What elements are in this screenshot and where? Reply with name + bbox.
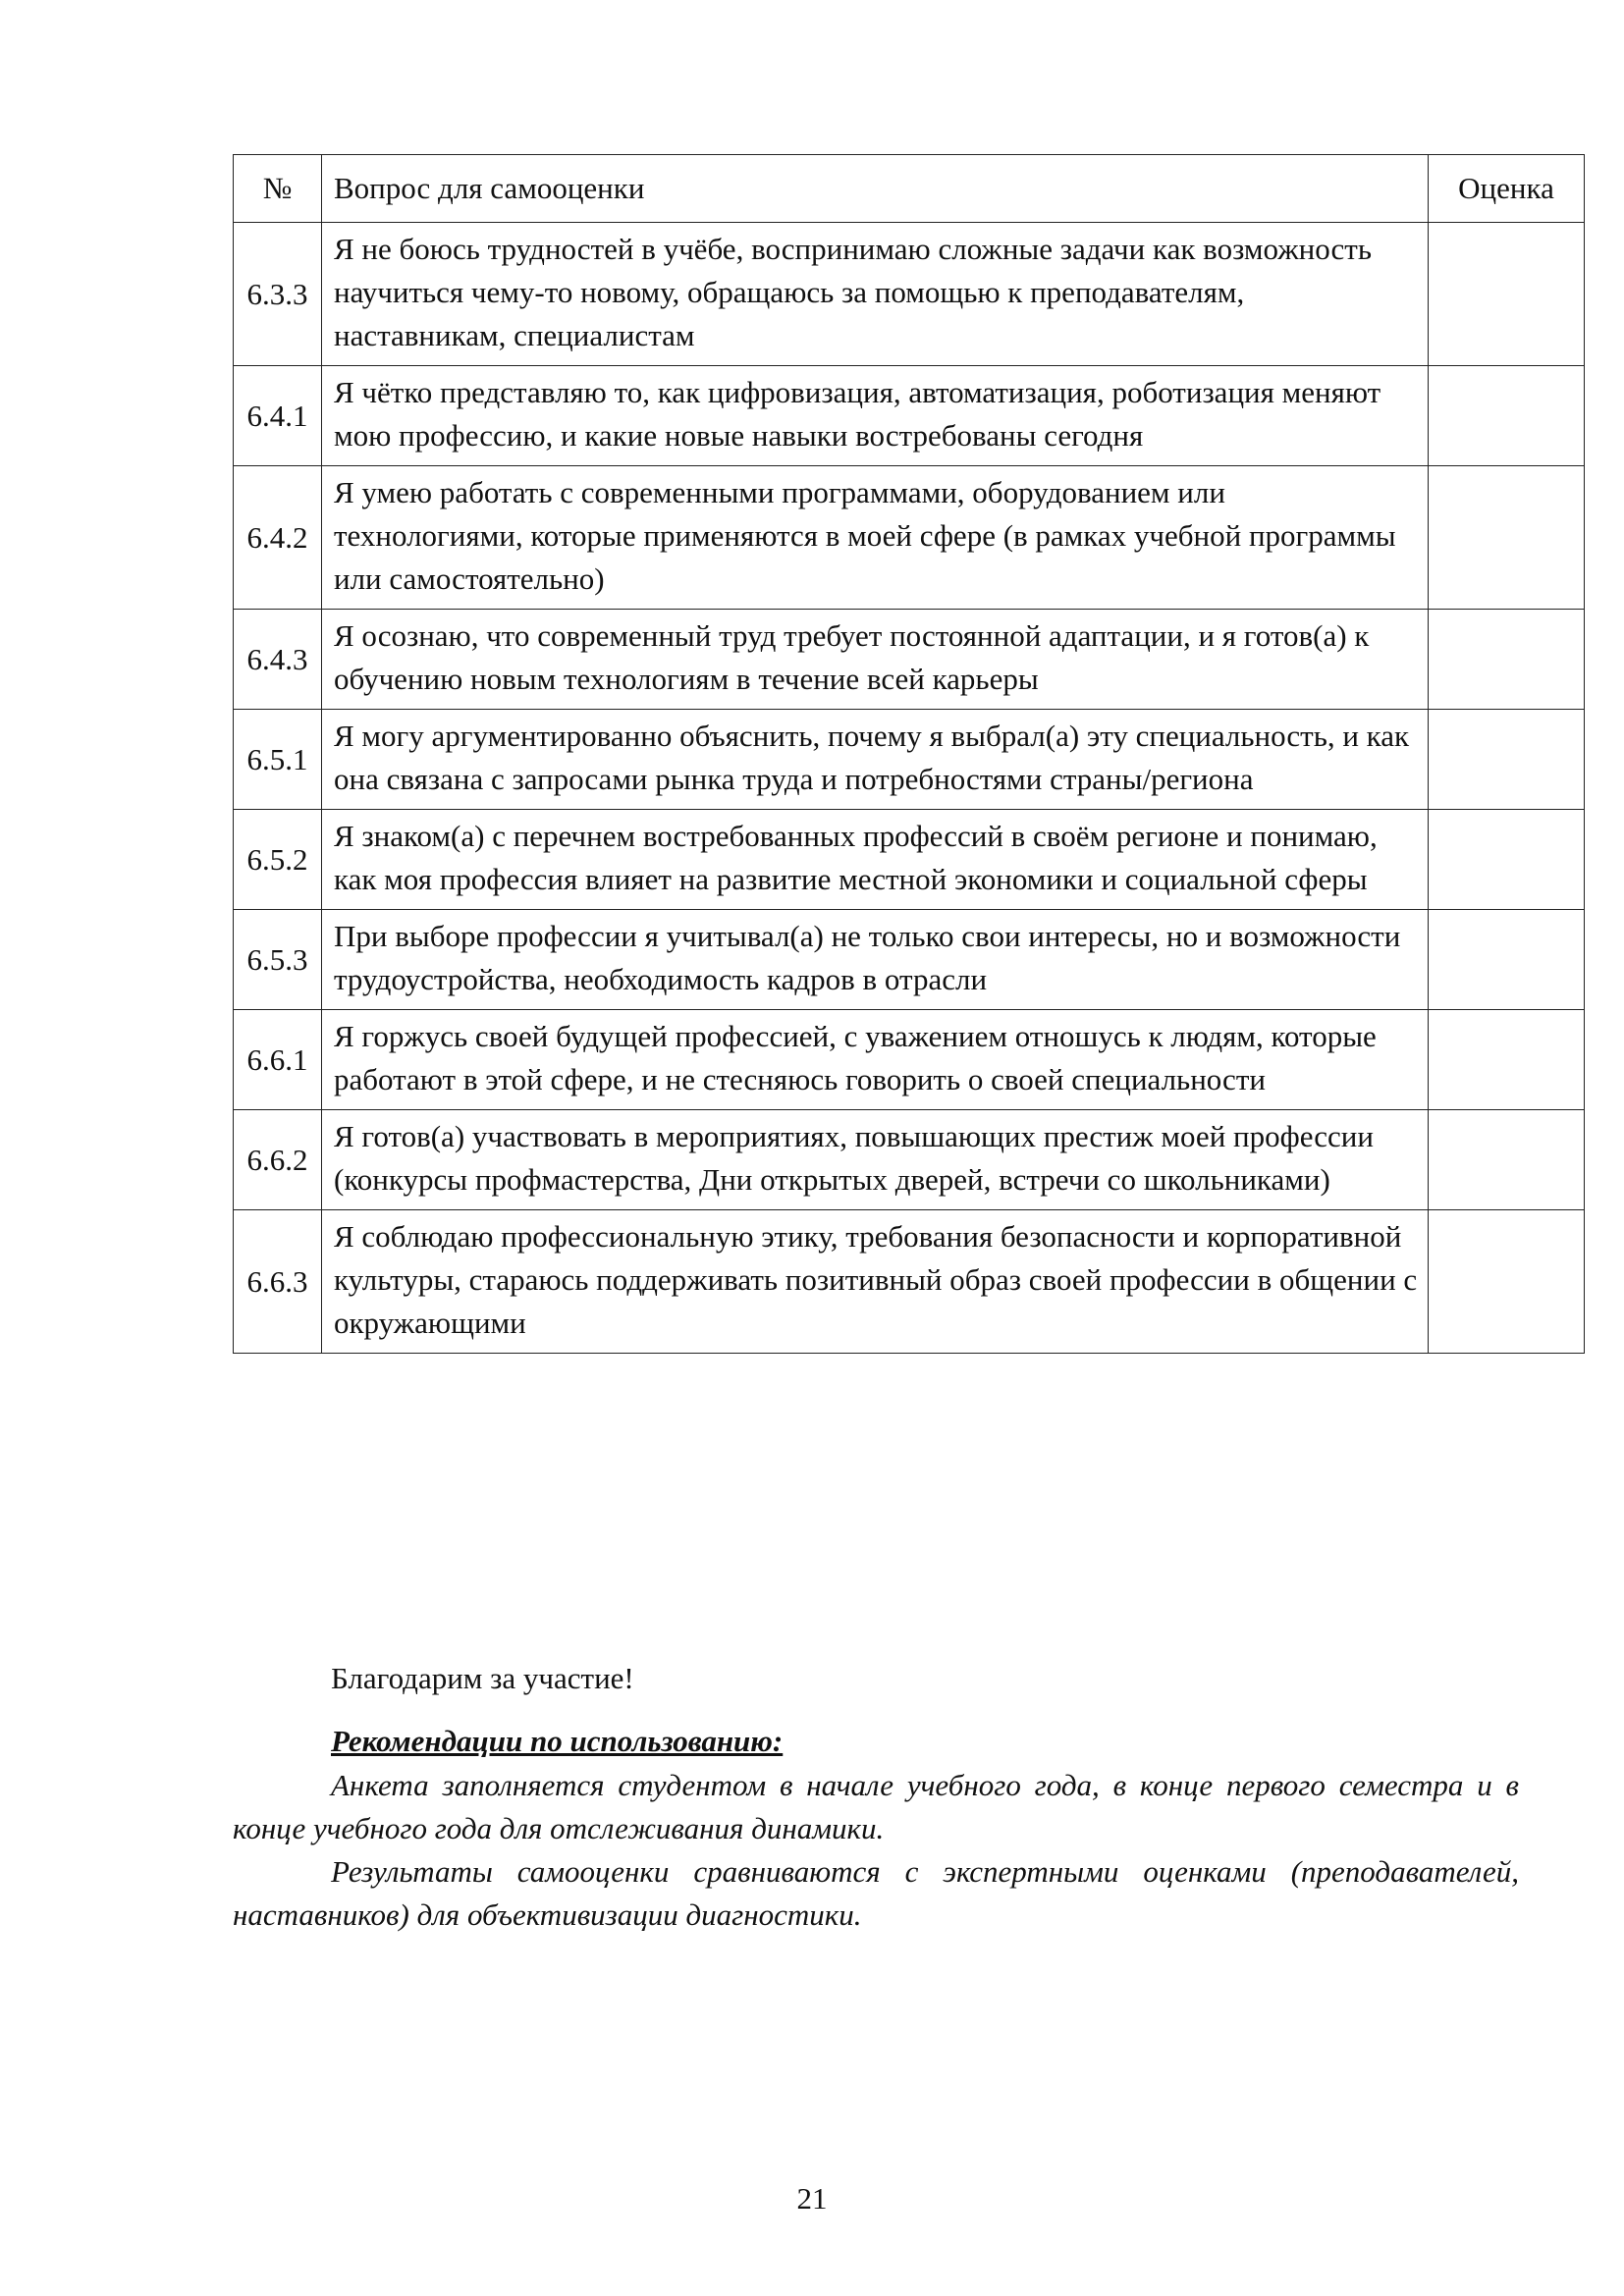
- header-score: Оценка: [1429, 155, 1585, 223]
- thanks-text: Благодарим за участие!: [331, 1661, 634, 1695]
- row-question: Я горжусь своей будущей профессией, с уважением отношусь к людям, которые работают в этой сфере, и не стесняюсь говорить о своей специальности: [322, 1010, 1429, 1110]
- row-score-cell[interactable]: [1429, 223, 1585, 366]
- row-score-cell[interactable]: [1429, 810, 1585, 910]
- row-number: 6.6.3: [234, 1210, 322, 1354]
- table-row: [234, 810, 1585, 910]
- table-row: [234, 223, 1585, 366]
- self-assessment-table: [233, 154, 1585, 1354]
- table-row: [234, 1010, 1585, 1110]
- table-row: [234, 710, 1585, 810]
- row-question: Я соблюдаю профессиональную этику, требования безопасности и корпоративной культуры, стараюсь поддерживать позитивный образ своей профессии в общении с окружающими: [322, 1210, 1429, 1354]
- header-num: №: [234, 155, 322, 223]
- row-score-cell[interactable]: [1429, 610, 1585, 710]
- row-question: Я осознаю, что современный труд требует постоянной адаптации, и я готов(а) к обучению новым технологиям в течение всей карьеры: [322, 610, 1429, 710]
- row-score-cell[interactable]: [1429, 1110, 1585, 1210]
- row-question: При выборе профессии я учитывал(а) не только свои интересы, но и возможности трудоустройства, необходимость кадров в отрасли: [322, 910, 1429, 1010]
- page-number: 21: [796, 2181, 828, 2216]
- row-number: 6.3.3: [234, 223, 322, 366]
- row-number: 6.4.2: [234, 466, 322, 610]
- table-row: [234, 910, 1585, 1010]
- table-row: [234, 1210, 1585, 1354]
- row-number: 6.4.3: [234, 610, 322, 710]
- row-score-cell[interactable]: [1429, 1010, 1585, 1110]
- row-question: Я чётко представляю то, как цифровизация, автоматизация, роботизация меняют мою профессию, и какие новые навыки востребованы сегодня: [322, 366, 1429, 466]
- row-question: Я могу аргументированно объяснить, почему я выбрал(а) эту специальность, и как она связана с запросами рынка труда и потребностями страны/региона: [322, 710, 1429, 810]
- row-question: Я знаком(а) с перечнем востребованных профессий в своём регионе и понимаю, как моя профессия влияет на развитие местной экономики и социальной сферы: [322, 810, 1429, 910]
- row-question: Я готов(а) участвовать в мероприятиях, повышающих престиж моей профессии (конкурсы профмастерства, Дни открытых дверей, встречи со школьниками): [322, 1110, 1429, 1210]
- row-question: Я не боюсь трудностей в учёбе, воспринимаю сложные задачи как возможность научиться чему-то новому, обращаюсь за помощью к преподавателям, наставникам, специалистам: [322, 223, 1429, 366]
- row-score-cell[interactable]: [1429, 1210, 1585, 1354]
- row-number: 6.5.3: [234, 910, 322, 1010]
- row-score-cell[interactable]: [1429, 366, 1585, 466]
- row-score-cell[interactable]: [1429, 466, 1585, 610]
- row-number: 6.5.1: [234, 710, 322, 810]
- table-row: [234, 610, 1585, 710]
- row-score-cell[interactable]: [1429, 910, 1585, 1010]
- recommendations-title: Рекомендации по использованию:: [331, 1724, 784, 1758]
- table-row: [234, 466, 1585, 610]
- header-question: Вопрос для самооценки: [322, 155, 1429, 223]
- table-row: [234, 1110, 1585, 1210]
- table-row: [234, 366, 1585, 466]
- row-question: Я умею работать с современными программами, оборудованием или технологиями, которые применяются в моей сфере (в рамках учебной программы или самостоятельно): [322, 466, 1429, 610]
- row-number: 6.6.2: [234, 1110, 322, 1210]
- recommendation-paragraph: Анкета заполняется студентом в начале учебного года, в конце первого семестра и в конце учебного года для отслеживания динамики.: [233, 1768, 1519, 1845]
- row-number: 6.5.2: [234, 810, 322, 910]
- row-number: 6.4.1: [234, 366, 322, 466]
- recommendation-paragraph: Результаты самооценки сравниваются с экспертными оценками (преподавателей, наставников) для объективизации диагностики.: [233, 1854, 1519, 1932]
- table-header-row: [234, 155, 1585, 223]
- row-number: 6.6.1: [234, 1010, 322, 1110]
- row-score-cell[interactable]: [1429, 710, 1585, 810]
